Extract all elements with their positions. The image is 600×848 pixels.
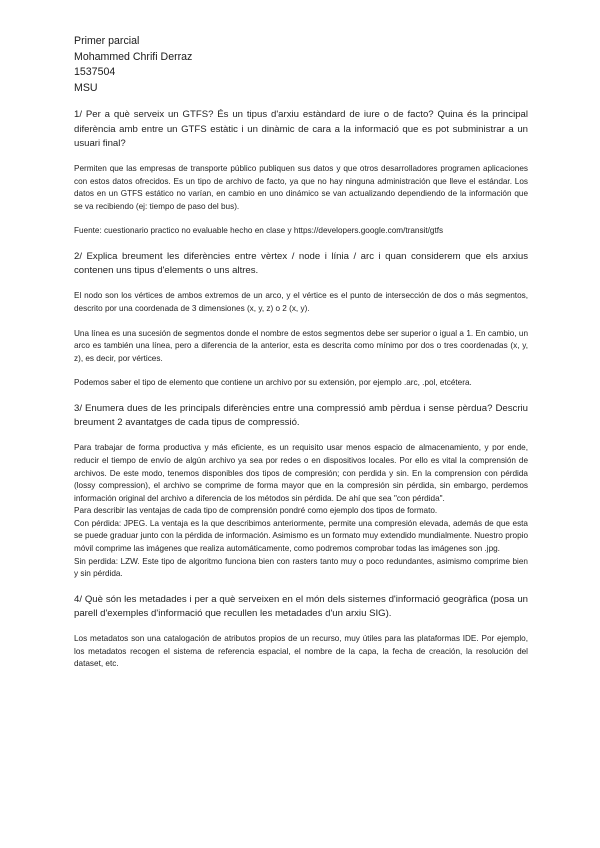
student-name: Mohammed Chrifi Derraz bbox=[74, 50, 193, 63]
answer-2-paragraph-2: Una línea es una sucesión de segmentos donde el nombre de estos segmentos debe ser superior o igual a 1. En cambio, un arco es también una línea, pero a diferencia de la anterior, esta es descrita como mínimo por dos o tres coordenadas (x, y, z), es decir, por vértices. bbox=[74, 328, 528, 363]
question-3: 3/ Enumera dues de les principals diferències entre una compressió amb pèrdua i sense pèrdua? Descriu breument 2 avantatges de cada tipus de compressió. bbox=[74, 402, 528, 429]
course-code: MSU bbox=[74, 81, 98, 94]
document-page bbox=[74, 34, 528, 671]
answer-2-paragraph-1: El nodo son los vértices de ambos extremos de un arco, y el vértice es el punto de intersección de dos o más segmentos, descrito por una coordenada de 3 dimensiones (x, y, z) o 2 (x, y). bbox=[74, 291, 528, 313]
student-id: 1537504 bbox=[74, 66, 116, 79]
answer-1-source: Fuente: cuestionario practico no evaluable hecho en clase y https://developers.google.com/transit/gtfs bbox=[74, 226, 444, 236]
answer-1: Permiten que las empresas de transporte público publiquen sus datos y que otros desarrolladores programen aplicaciones con estos datos ofrecidos. Es un tipo de archivo de facto, ya que no hay ninguna administración que lleve el estándar. Los datos en un GTFS estático no varían, en cambio en uno dinámico se van actualizando dependiendo de la información que se va recibiendo (ej: tiempo de paso del bus). bbox=[74, 163, 528, 211]
answer-3-paragraph-4: Sin perdida: LZW. Este tipo de algoritmo funciona bien con rasters tanto muy o poco redundantes, asimismo comprime bien y sin pérdida. bbox=[74, 556, 528, 579]
document-header bbox=[74, 34, 528, 96]
answer-3-paragraph-3: Con pérdida: JPEG. La ventaja es la que describimos anteriormente, permite una compresión elevada, además de que esta se puede graduar junto con la pérdida de información. Asimismo es un formato muy extendido mundialmente. Nuestro propio móvil comprime las imágenes que realiza automáticamente, como podremos comprobar todas las imágenes son .jpg. bbox=[74, 518, 528, 554]
answer-3-paragraph-2: Para describir las ventajas de cada tipo de comprensión pondré como ejemplo dos tipos de formato. bbox=[74, 506, 438, 516]
answer-2-paragraph-3: Podemos saber el tipo de elemento que contiene un archivo por su extensión, por ejemplo .arc, .pol, etcétera. bbox=[74, 378, 472, 388]
question-2: 2/ Explica breument les diferències entre vèrtex / node i línia / arc i quan considerem que els arxius contenen uns tipus d'elements o uns altres. bbox=[74, 250, 528, 277]
question-4: 4/ Què són les metadades i per a què serveixen en el món dels sistemes d'informació geogràfica (posa un parell d'exemples d'informació que recullen les metadades d'un arxiu SIG). bbox=[74, 593, 528, 620]
answer-4-paragraph-1: Los metadatos son una catalogación de atributos propios de un recurso, muy útiles para las plataformas IDE. Por ejemplo, los metadatos recogen el sistema de referencia espacial, el nombre de la capa, la fecha de creación, la resolución del dataset, etc. bbox=[74, 634, 528, 669]
answer-3-paragraph-1: Para trabajar de forma productiva y más eficiente, es un requisito usar menos espacio de almacenamiento, y por ende, reducir el tiempo de envío de algún archivo ya sea por redes o en dispositivos locales. Por ello es vital la comprensión de archivos. De este modo, tenemos disponibles dos tipos de compresión; con perdida y sin. En la comprension con pérdida (lossy compression), el archivo se comprime de forma mayor que en la compresión sin pérdida, sin embargo, perdemos información original del archivo a diferencia de los métodos sin pérdida. De ahí que sea "con pérdida". bbox=[74, 443, 528, 503]
question-1: 1/ Per a què serveix un GTFS? És un tipus d'arxiu estàndard de iure o de facto? Quina és la principal diferència amb entre un GTFS estàtic i un dinàmic de cara a la informació que es pot subministrar a un usuari final? bbox=[74, 109, 528, 149]
exam-title: Primer parcial bbox=[74, 35, 140, 47]
